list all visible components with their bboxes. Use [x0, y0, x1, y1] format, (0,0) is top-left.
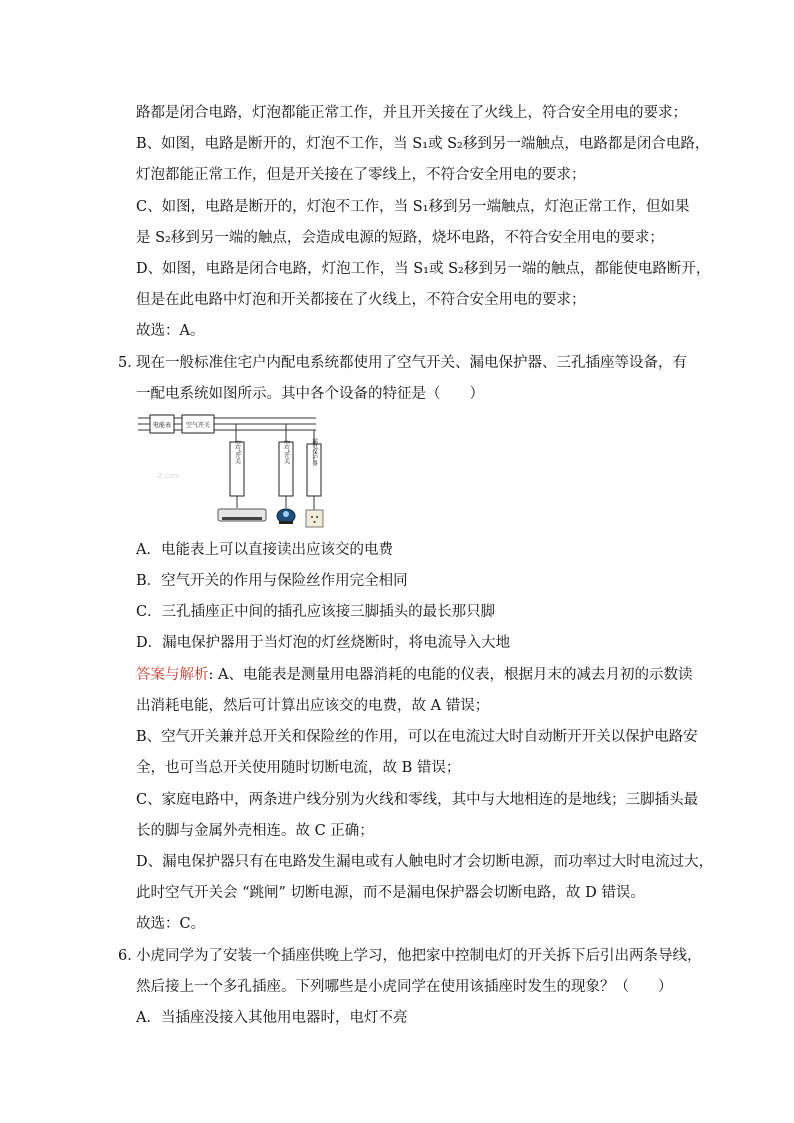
- option-d: D．漏电保护器用于当灯泡的灯丝烧断时，将电流导入大地: [136, 635, 511, 651]
- meter-label: 电能表: [152, 422, 172, 429]
- watermark: Z.com: [158, 472, 180, 480]
- answer-line: D、漏电保护器只有在电路发生漏电或有人触电时才会切断电源，而功率过大时电流过大，: [136, 854, 714, 870]
- text-line: B、如图，电路是断开的，灯泡不工作，当 S₁或 S₂移到另一端触点，电路都是闭合电路，: [136, 136, 710, 152]
- answer-line: [136, 665, 692, 685]
- question-stem: 现在一般标准住宅户内配电系统都使用了空气开关、漏电保护器、三孔插座等设备，有: [136, 355, 687, 371]
- answer-label: 答案与解析: [136, 667, 209, 683]
- question-stem: 一配电系统如图所示。其中各个设备的特征是（ ）: [136, 386, 484, 402]
- air-conditioner-icon: [218, 509, 266, 521]
- text-line: D、如图，电路是闭合电路，灯泡工作，当 S₁或 S₂移到另一端的触点，都能使电路断开，: [136, 261, 711, 277]
- question-stem: 然后接上一个多孔插座。下列哪些是小虎同学在使用该插座时发生的现象？（ ）: [136, 979, 673, 995]
- branch-switch-2-label: 空气开关: [282, 440, 290, 464]
- distribution-diagram: [136, 412, 336, 532]
- text-line: 路都是闭合电路，灯泡都能正常工作，并且开关接在了火线上，符合安全用电的要求；: [136, 105, 687, 121]
- branch-switch-1-label: 空气开关: [233, 440, 241, 464]
- answer-line: 长的脚与金属外壳相连。故 C 正确；: [136, 823, 374, 839]
- text-line: 故选：A。: [136, 323, 205, 339]
- question-number: 5．: [118, 355, 142, 371]
- answer-line: C、家庭电路中，两条进户线分别为火线和零线，其中与大地相连的是地线；三脚插头最: [136, 792, 699, 808]
- question-number: 6．: [118, 948, 142, 964]
- answer-choice: 故选：C。: [136, 916, 206, 932]
- answer-line: 此时空气开关会 “跳闸” 切断电源，而不是漏电保护器会切断电路，故 D 错误。: [136, 885, 645, 901]
- option-c: C．三孔插座正中间的插孔应该接三脚插头的最长那只脚: [136, 604, 496, 620]
- answer-text: : A、电能表是测量用电器消耗的电能的仪表，根据月末的减去月初的示数读: [208, 667, 693, 683]
- main-switch-label: 空气开关: [185, 422, 211, 429]
- answer-line: 出消耗电能，然后可计算出应该交的电费，故 A 错误；: [136, 698, 490, 714]
- text-line: 是 S₂移到另一端的触点，会造成电源的短路，烧坏电路，不符合安全用电的要求；: [136, 230, 664, 246]
- lamp-icon: [277, 509, 295, 524]
- leakage-protector-label: 漏电保护器: [311, 438, 317, 466]
- answer-line: 全，也可当总开关使用随时切断电流，故 B 错误；: [136, 760, 461, 776]
- question-stem: 小虎同学为了安装一个插座供晚上学习，他把家中控制电灯的开关拆下后引出两条导线，: [136, 948, 702, 964]
- option-a: A．电能表上可以直接读出应该交的电费: [136, 542, 393, 558]
- socket-icon: [306, 510, 323, 527]
- option-a: A．当插座没接入其他用电器时，电灯不亮: [136, 1010, 408, 1026]
- answer-line: B、空气开关兼并总开关和保险丝的作用，可以在电流过大时自动断开开关以保护电路安: [136, 729, 698, 745]
- text-line: 但是在此电路中灯泡和开关都接在了火线上，不符合安全用电的要求；: [136, 292, 586, 308]
- text-line: C、如图，电路是断开的，灯泡不工作，当 S₁移到另一端触点，灯泡正常工作，但如果: [136, 199, 690, 215]
- text-line: 灯泡都能正常工作，但是开关接在了零线上，不符合安全用电的要求；: [136, 167, 586, 183]
- option-b: B．空气开关的作用与保险丝作用完全相同: [136, 573, 408, 589]
